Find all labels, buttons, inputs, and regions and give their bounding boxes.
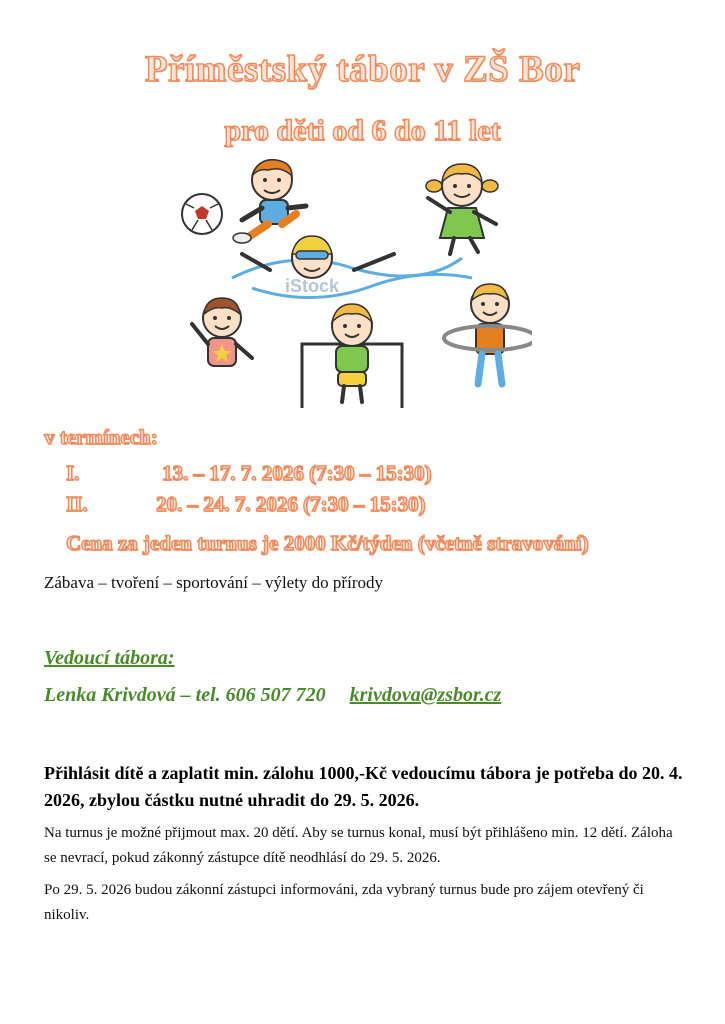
registration-info: Přihlásit dítě a zaplatit min. zálohu 1000,-Kč vedoucímu tábora je potřeba do 20. 4. 2026, zbylou částku nutné uhradit do 29. 5. 2026. bbox=[44, 763, 683, 810]
soccer-ball-icon bbox=[182, 194, 222, 234]
term-numeral: II. bbox=[66, 492, 88, 516]
email-link[interactable]: krivdova@zsbor.cz bbox=[349, 684, 502, 706]
swimmer-icon bbox=[232, 236, 472, 298]
leader-contact bbox=[44, 684, 501, 707]
price-info: Cena za jeden turnus je 2000 Kč/týden (včetně stravování) bbox=[66, 531, 589, 555]
leader-name-phone: Lenka Krivdová – tel. 606 507 720 bbox=[44, 684, 326, 706]
boy-with-hoop-icon bbox=[444, 284, 532, 384]
term-numeral: I. bbox=[66, 461, 80, 485]
watermark: iStock bbox=[284, 276, 340, 296]
information-note: Po 29. 5. 2026 budou zákonní zástupci informováni, zda vybraný turnus bude pro zájem otevřený či nikoliv. bbox=[44, 882, 644, 923]
capacity-note: Na turnus je možné přijmout max. 20 dětí. Aby se turnus konal, musí být přihlášeno min. 12 dětí. Záloha se nevrací, pokud zákonný zástupce dítě neodhlásí do 29. 5. 2026. bbox=[44, 825, 673, 866]
activities-line: Zábava – tvoření – sportování – výlety do přírody bbox=[44, 573, 383, 592]
dancing-girl-icon bbox=[426, 164, 498, 254]
leader-heading: Vedoucí tábora: bbox=[44, 647, 175, 669]
boy-on-bars-icon bbox=[302, 304, 402, 408]
page-title: Příměstský tábor v ZŠ Bor bbox=[144, 49, 581, 90]
term-row bbox=[66, 492, 425, 517]
term-range: 20. – 24. 7. 2026 (7:30 – 15:30) bbox=[156, 492, 426, 516]
page-subtitle: pro děti od 6 do 11 let bbox=[224, 114, 501, 147]
term-range: 13. – 17. 7. 2026 (7:30 – 15:30) bbox=[162, 461, 432, 485]
running-boy-icon bbox=[233, 160, 306, 243]
terms-heading: v termínech: bbox=[44, 425, 158, 449]
term-row bbox=[66, 461, 431, 486]
children-sports-illustration bbox=[172, 158, 532, 414]
girl-with-star-icon bbox=[192, 298, 252, 366]
